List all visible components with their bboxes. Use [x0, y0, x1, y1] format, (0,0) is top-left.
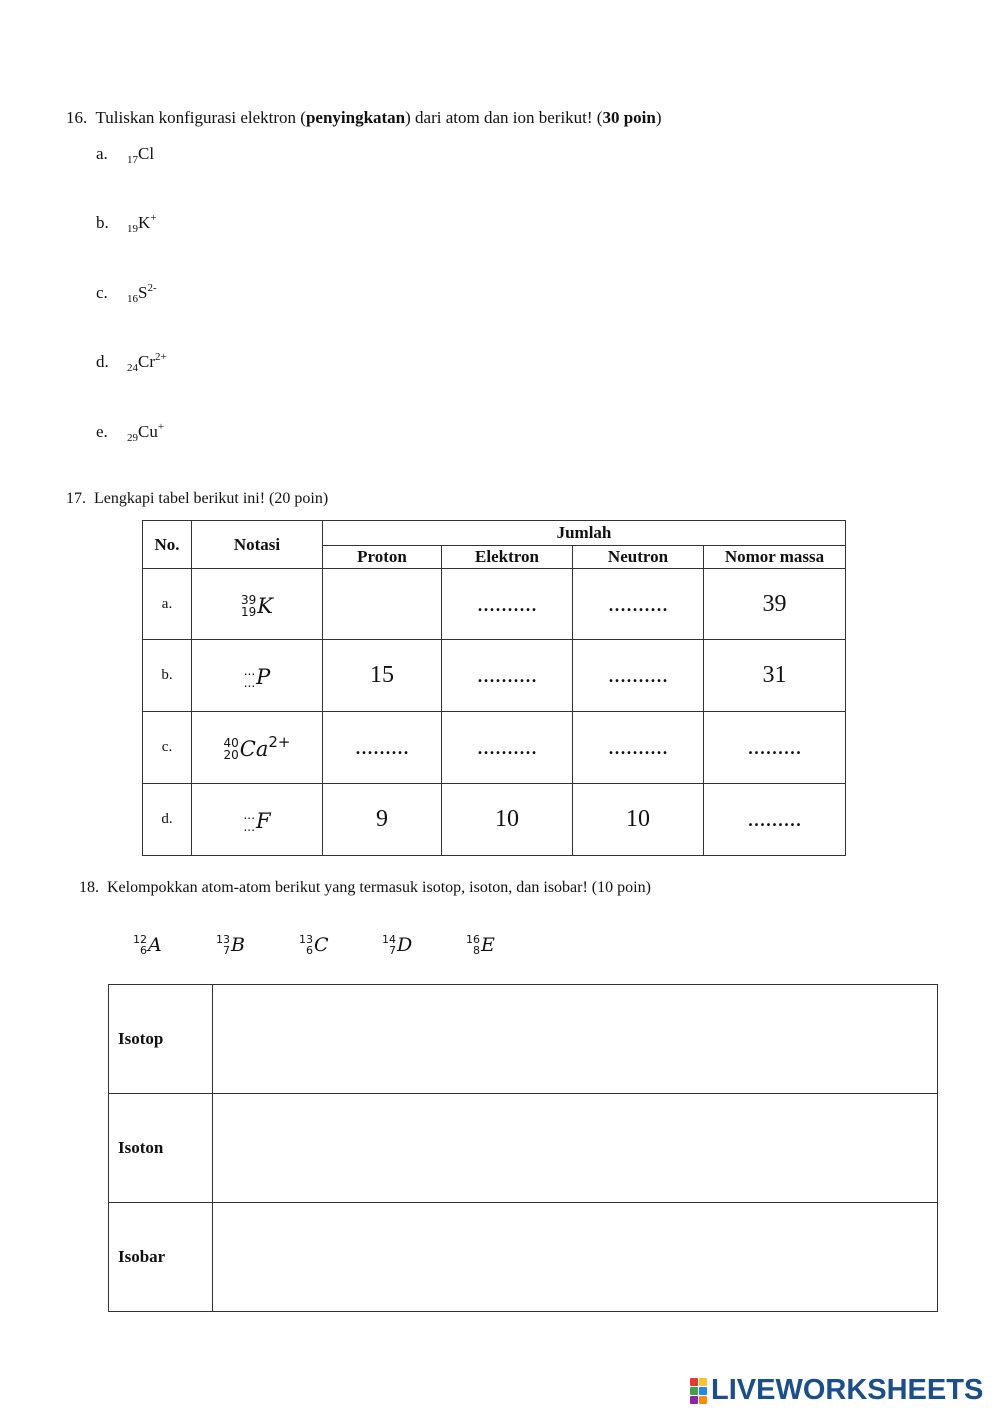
element-symbol: B: [231, 934, 245, 956]
liveworksheets-logo: [690, 1374, 983, 1407]
element-symbol: Cr: [138, 352, 155, 371]
elektron-cell[interactable]: ..........: [442, 569, 573, 640]
table-row: [143, 640, 846, 712]
element-symbol: Ca: [239, 737, 269, 761]
neutron-cell: 10: [573, 784, 704, 856]
atomic-number: 7: [389, 944, 396, 957]
element-symbol: K: [257, 593, 273, 618]
question-text-part: ): [655, 108, 662, 127]
neutron-cell[interactable]: ..........: [573, 640, 704, 712]
question-points: 30 poin: [602, 108, 656, 127]
atom-item: [382, 934, 466, 956]
row-label-isobar: Isobar: [109, 1203, 213, 1312]
item-letter: b.: [96, 213, 109, 232]
mass-number: 40: [223, 736, 239, 750]
atom-item: [299, 934, 382, 956]
neutron-cell[interactable]: ..........: [573, 712, 704, 784]
question-number: 16.: [66, 108, 88, 127]
header-notasi: Notasi: [192, 521, 323, 569]
atom-item: [216, 934, 299, 956]
logo-block: [690, 1396, 698, 1404]
row-label-isotop: Isotop: [109, 985, 213, 1094]
element-symbol: S: [138, 283, 148, 302]
question-text: Lengkapi tabel berikut ini! (20 poin): [94, 490, 329, 507]
proton-cell: 15: [323, 640, 442, 712]
table-row: [143, 712, 846, 784]
proton-cell[interactable]: .........: [323, 712, 442, 784]
table-row: [143, 784, 846, 856]
atomic-number: 7: [223, 944, 230, 957]
question-text: Kelompokkan atom-atom berikut yang termasuk isotop, isoton, dan isobar! (10 poin): [107, 879, 651, 896]
atomic-number[interactable]: ...: [243, 676, 256, 690]
atom-item: [133, 934, 216, 956]
atom-list: [133, 934, 526, 956]
ion-charge: +: [157, 421, 165, 433]
mass-number: 14: [382, 933, 396, 946]
atomic-number: 19: [241, 604, 257, 619]
elektron-cell[interactable]: ..........: [442, 640, 573, 712]
table-row: [109, 985, 938, 1094]
elektron-cell[interactable]: ..........: [442, 712, 573, 784]
row-notasi: [192, 712, 323, 784]
row-no: a.: [143, 569, 192, 640]
question-text-part: Tuliskan konfigurasi elektron (: [95, 108, 306, 127]
atom-item: [466, 934, 526, 956]
item-letter: a.: [96, 144, 108, 163]
question-number: 18.: [79, 879, 99, 896]
logo-mark-icon: [690, 1378, 707, 1404]
header-jumlah: Jumlah: [323, 521, 846, 546]
element-symbol: Cu: [138, 422, 158, 441]
element-symbol: C: [314, 934, 329, 956]
q16-item-a: [96, 144, 154, 164]
mass-number: 12: [133, 933, 147, 946]
question-text-part: ) dari atom dan ion berikut! (: [405, 108, 603, 127]
header-no: No.: [143, 521, 192, 569]
element-symbol: K: [138, 213, 151, 232]
q16-item-b: [96, 213, 157, 233]
atom-table: [142, 520, 846, 856]
atomic-number: 16: [127, 293, 138, 305]
table-row: [109, 1203, 938, 1312]
row-notasi: [192, 640, 323, 712]
nomor-massa-cell: 39: [704, 569, 846, 640]
row-no: c.: [143, 712, 192, 784]
atomic-number: 6: [306, 944, 313, 957]
logo-block: [699, 1387, 707, 1395]
question-text-bold: penyingkatan: [305, 108, 406, 127]
header-nomor-massa: Nomor massa: [704, 546, 846, 569]
question-18: [79, 879, 651, 897]
element-symbol: A: [148, 934, 162, 956]
row-notasi: [192, 569, 323, 640]
atomic-number: 29: [127, 432, 138, 444]
nomor-massa-cell[interactable]: .........: [704, 784, 846, 856]
mass-number: 13: [216, 933, 230, 946]
element-symbol: F: [255, 809, 271, 833]
grouping-table: [108, 984, 938, 1312]
logo-block: [699, 1378, 707, 1386]
question-16: [66, 108, 662, 128]
item-letter: e.: [96, 422, 108, 441]
atomic-number: 20: [223, 748, 239, 762]
elektron-cell: 10: [442, 784, 573, 856]
answer-isoton[interactable]: [213, 1094, 938, 1203]
element-symbol: P: [256, 665, 271, 689]
nomor-massa-cell: 31: [704, 640, 846, 712]
proton-cell: 9: [323, 784, 442, 856]
atomic-number: 19: [127, 223, 138, 235]
mass-number: 39: [241, 592, 257, 607]
mass-number: 13: [299, 933, 313, 946]
logo-block: [699, 1396, 707, 1404]
item-letter: d.: [96, 352, 109, 371]
atomic-number[interactable]: ...: [243, 820, 255, 834]
answer-isobar[interactable]: [213, 1203, 938, 1312]
atomic-number: 6: [140, 944, 147, 957]
item-letter: c.: [96, 283, 108, 302]
ion-charge: +: [150, 212, 157, 224]
logo-block: [690, 1378, 698, 1386]
row-notasi: [192, 784, 323, 856]
logo-text: LIVEWORKSHEETS: [711, 1374, 984, 1406]
nomor-massa-cell[interactable]: .........: [704, 712, 846, 784]
mass-number: 16: [466, 933, 480, 946]
row-no: d.: [143, 784, 192, 856]
ion-charge: 2+: [155, 351, 167, 363]
mass-number[interactable]: ...: [243, 664, 256, 678]
element-symbol: E: [481, 934, 495, 956]
table-row: [109, 1094, 938, 1203]
question-17: [66, 490, 328, 508]
ion-charge: 2-: [147, 282, 157, 294]
header-neutron: Neutron: [573, 546, 704, 569]
mass-number[interactable]: ...: [243, 808, 255, 822]
question-number: 17.: [66, 490, 86, 507]
ion-charge: 2+: [268, 733, 291, 751]
neutron-cell[interactable]: ..........: [573, 569, 704, 640]
logo-block: [690, 1387, 698, 1395]
atomic-number: 24: [127, 362, 138, 374]
proton-cell[interactable]: [323, 569, 442, 640]
atomic-number: 17: [127, 154, 138, 166]
q16-item-e: [96, 422, 164, 442]
element-symbol: Cl: [138, 144, 155, 163]
header-elektron: Elektron: [442, 546, 573, 569]
element-symbol: D: [397, 934, 413, 956]
atomic-number: 8: [473, 944, 480, 957]
header-proton: Proton: [323, 546, 442, 569]
q16-item-c: [96, 283, 157, 303]
table-row: [143, 569, 846, 640]
row-label-isoton: Isoton: [109, 1094, 213, 1203]
answer-isotop[interactable]: [213, 985, 938, 1094]
q16-item-d: [96, 352, 167, 372]
row-no: b.: [143, 640, 192, 712]
